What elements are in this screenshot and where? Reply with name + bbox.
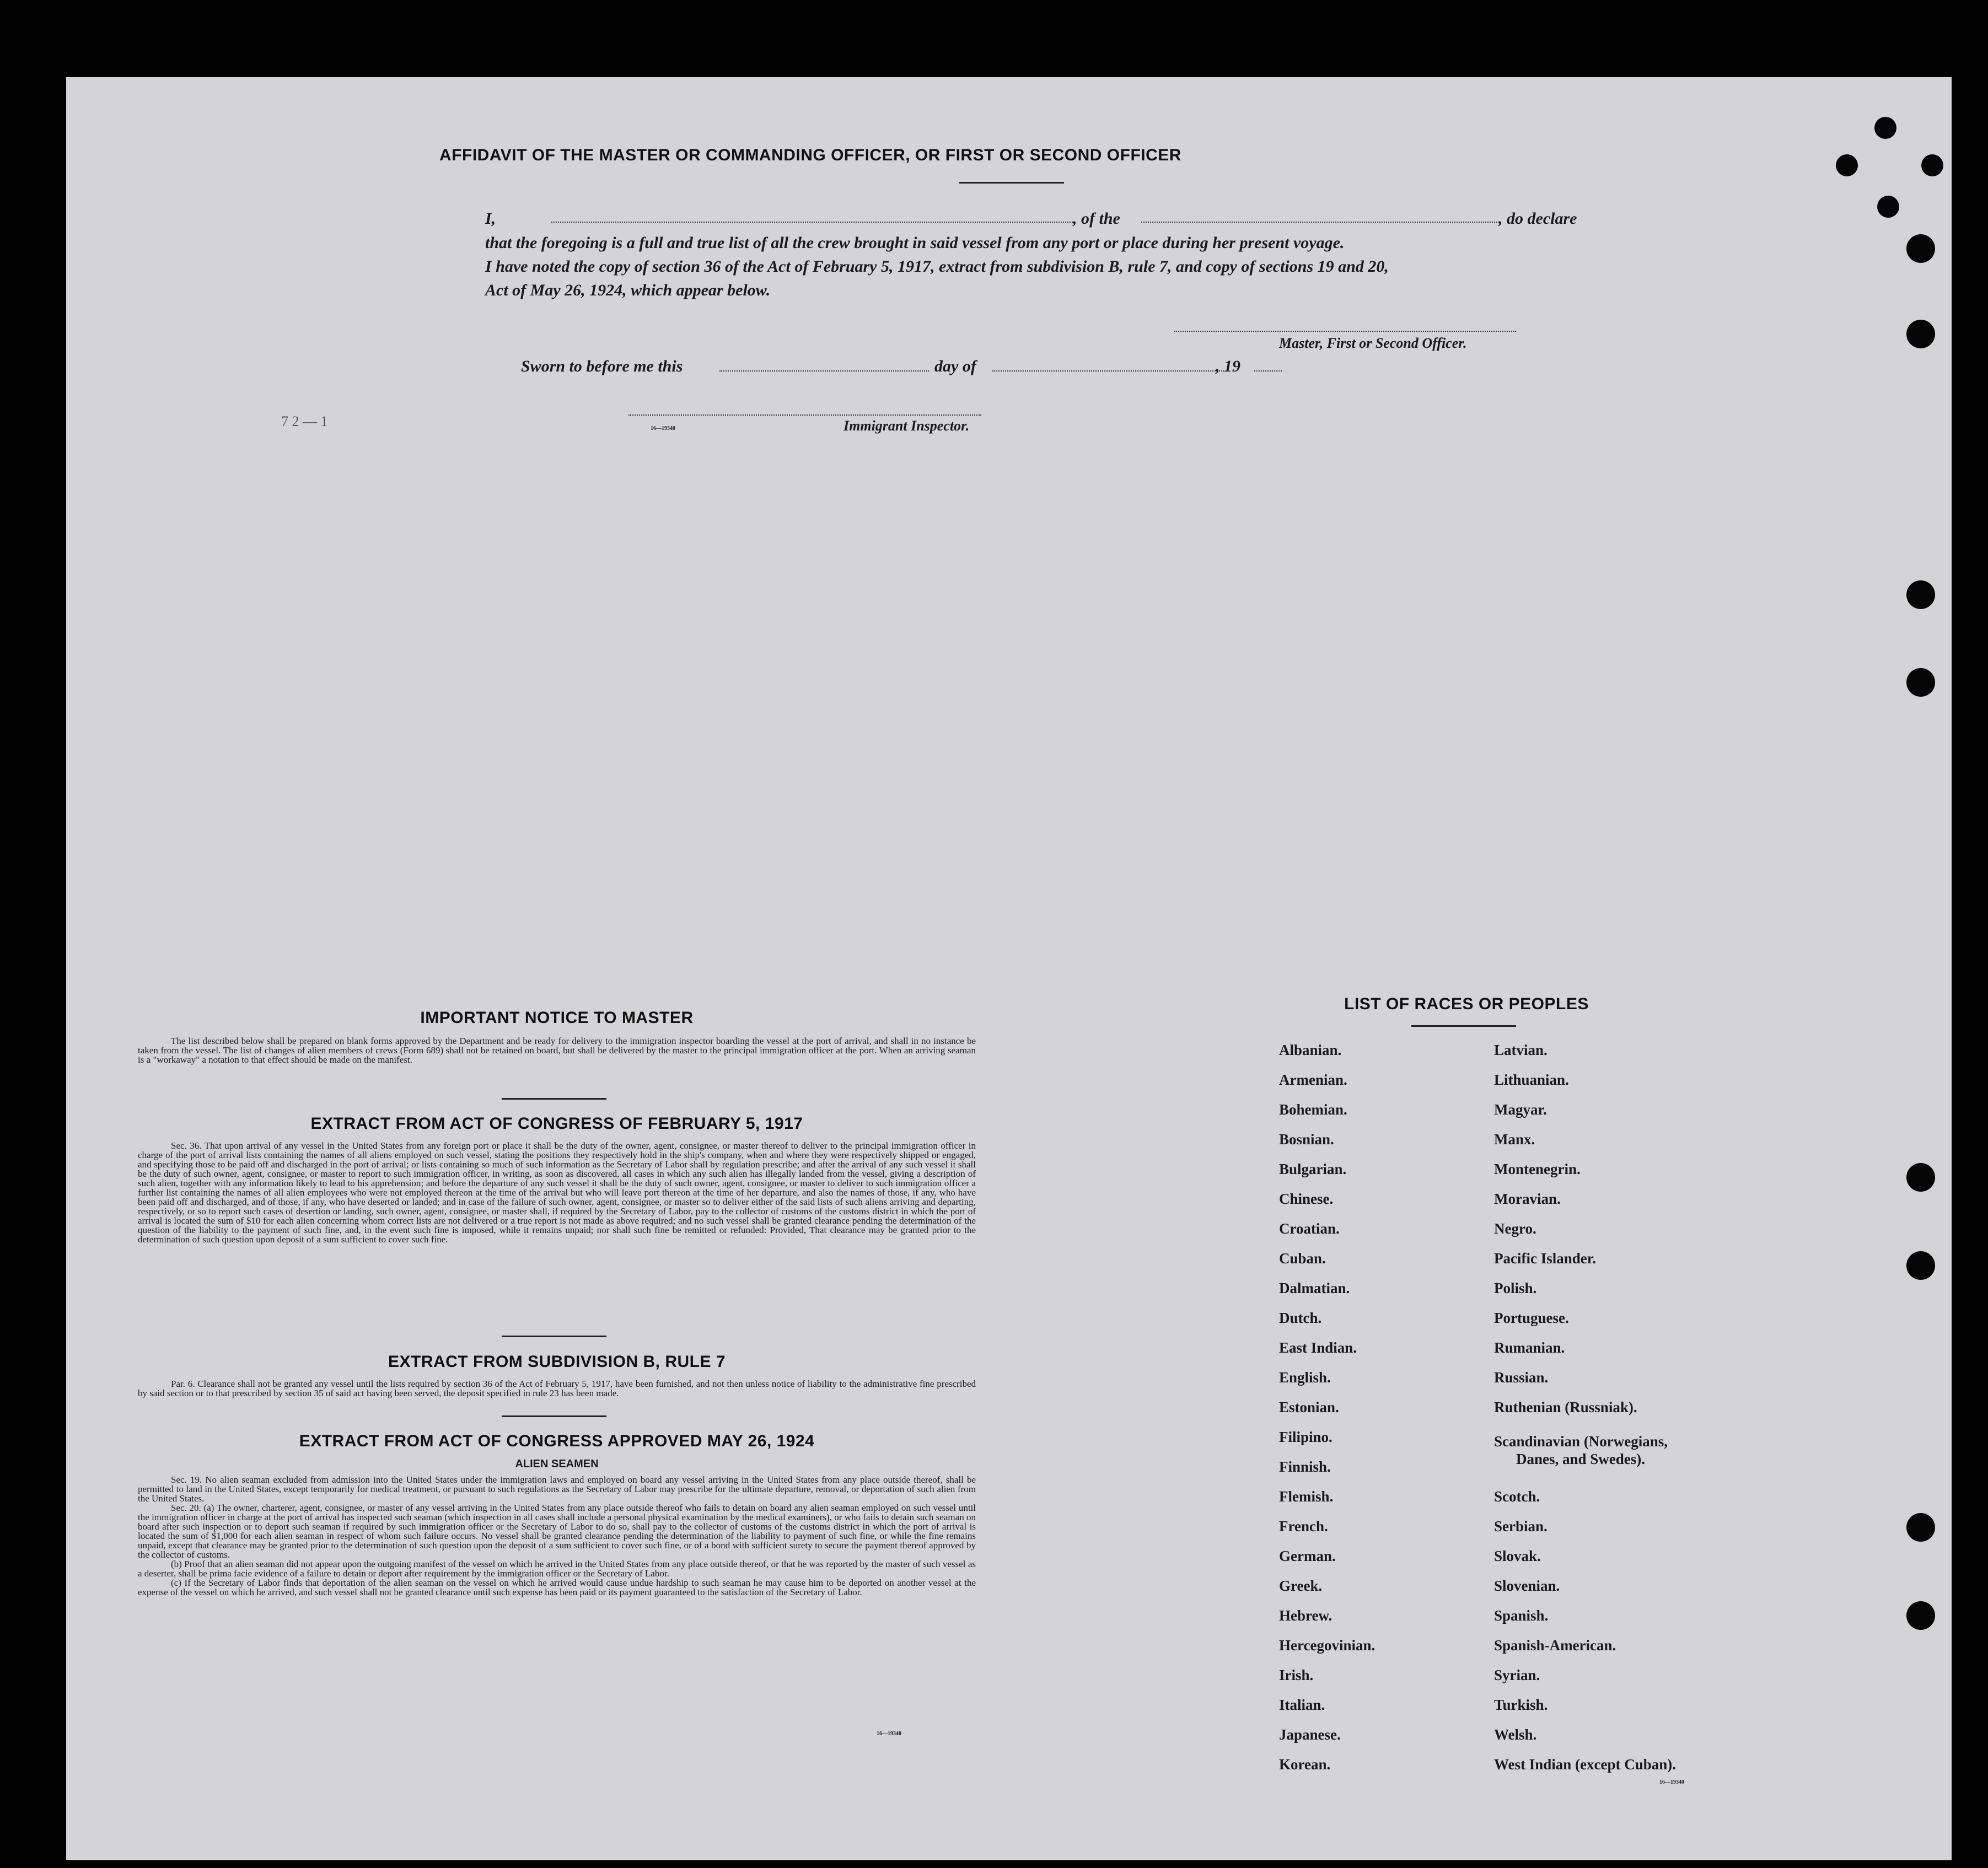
rule7-title: EXTRACT FROM SUBDIVISION B, RULE 7 — [388, 1353, 726, 1371]
race-item: Danes, and Swedes). — [1516, 1451, 1646, 1467]
extract-1924-title: EXTRACT FROM ACT OF CONGRESS APPROVED MAY 26, 1924 — [299, 1432, 815, 1450]
extract-1924-text — [138, 1475, 976, 1597]
race-item: East Indian. — [1279, 1339, 1357, 1356]
race-item: Portuguese. — [1494, 1310, 1569, 1326]
race-item: Manx. — [1494, 1131, 1535, 1148]
punch-hole — [1874, 117, 1896, 139]
year-blank[interactable] — [1254, 370, 1282, 372]
race-item: Albanian. — [1279, 1042, 1342, 1058]
race-item: Dutch. — [1279, 1310, 1322, 1326]
notice-text — [138, 1036, 976, 1064]
punch-hole — [1906, 1513, 1935, 1542]
race-item: Scotch. — [1494, 1488, 1540, 1505]
extract-1917-title: EXTRACT FROM ACT OF CONGRESS OF FEBRUARY 5, 1917 — [310, 1115, 803, 1133]
race-item: Chinese. — [1279, 1191, 1334, 1207]
rule7-divider — [502, 1415, 606, 1417]
race-item: Flemish. — [1279, 1488, 1334, 1505]
race-item: Turkish. — [1494, 1697, 1548, 1713]
race-item: Italian. — [1279, 1697, 1325, 1713]
races-form-number: 16—19340 — [1659, 1779, 1684, 1785]
vessel-blank[interactable] — [1141, 222, 1500, 223]
name-blank[interactable] — [551, 222, 1075, 223]
notice-paragraph: The list described below shall be prepared on blank forms approved by the Department and be ready for delivery to the immigration inspector boarding the vessel at the port of arrival, and shall in no instance be taken from the vessel. The list of changes of alien members of crews (Form 689) shall not be retained on board, but shall be delivered by the master to the principal immigration officer at the port. When an arriving seaman is a "workaway" a notation to that effect should be made on the manifest. — [138, 1036, 976, 1065]
sworn-month-blank[interactable] — [992, 370, 1224, 372]
extract-1917-divider — [502, 1336, 606, 1337]
punch-hole — [1906, 1251, 1935, 1280]
alien-seamen-subtitle: ALIEN SEAMEN — [515, 1458, 599, 1470]
race-item: Korean. — [1279, 1756, 1331, 1773]
race-item: Magyar. — [1494, 1101, 1547, 1118]
sworn-day-blank[interactable] — [719, 370, 929, 372]
race-item: Spanish. — [1494, 1607, 1549, 1624]
notice-divider — [502, 1098, 606, 1100]
punch-hole — [1836, 154, 1858, 176]
races-underline — [1411, 1025, 1516, 1027]
par-6-paragraph: Par. 6. Clearance shall not be granted any vessel until the lists required by section 36 of the Act of February 5, 1917, have been furnished, and not then unless notice of liability to the administrative fine prescribed by said section or to that prescribed by section 35 of said act having been served, the deposit specified in rule 23 has been made. — [138, 1379, 976, 1398]
race-item: Ruthenian (Russniak). — [1494, 1399, 1637, 1415]
race-item: Welsh. — [1494, 1726, 1537, 1743]
punch-hole — [1906, 1163, 1935, 1192]
race-item: Cuban. — [1279, 1250, 1326, 1267]
race-item: Serbian. — [1494, 1518, 1548, 1535]
race-item: English. — [1279, 1369, 1331, 1386]
section-36-paragraph: Sec. 36. That upon arrival of any vessel in the United States from any foreign port or place it shall be the duty of the owner, agent, consignee, or master thereof to deliver to the principal immigration officer in charge of the port of arrival lists containing the names of all aliens employed on such vessel, stating the positions they respectively hold in the ship's company, when and where they were respectively shipped or engaged, and specifying those to be paid off and discharged in the port of arrival; or lists containing so much of such information as the Secretary of Labor shall by regulation prescribe; and after the arrival of any such vessel it shall be the duty of such owner, agent, consignee, or master to report to such immigration officer, in writing, as soon as discovered, all cases in which any such alien has illegally landed from the vessel, giving a description of such alien, together with any information likely to lead to his apprehension; and before the departure of any such vessel it shall be the duty of such owner, agent, consignee, or master to deliver to such immigration officer a further list containing the names of all alien employees who were not employed thereon at the time of the arrival but who will leave port thereon at the time of her departure, and also the names of those, if any, who have been paid off and discharged, and of those, if any, who have deserted or landed; and in case of the failure of such owner, agent, consignee, or master so to deliver either of the said lists of such aliens arriving and departing, respectively, or so to report such cases of desertion or landing, such owner, agent, consignee, or master shall, if required by the Secretary of Labor, pay to the collector of customs of the customs district in which the port of arrival is located the sum of $10 for each alien concerning whom correct lists are not delivered or a true report is not made as above required; and no such vessel shall be granted clearance pending the determination of the question of the liability to the payment of such fine, and, in the event such fine is imposed, while it remains unpaid; nor shall such fine be remitted or refunded: Provided, That clearance may be granted prior to the determination of such question upon deposit of a sum sufficient to cover such fine. — [138, 1140, 976, 1245]
race-item: Russian. — [1494, 1369, 1549, 1386]
race-item: Spanish-American. — [1494, 1637, 1616, 1654]
race-item: Rumanian. — [1494, 1339, 1565, 1356]
race-item: Armenian. — [1279, 1072, 1347, 1088]
section-20c-paragraph: (c) If the Secretary of Labor finds that deportation of the alien seaman on the vessel on which he arrived would cause undue hardship to such seaman he may cause him to be deported on another vessel at the expense of the vessel on which he arrived, and such vessel shall not be granted clearance until such expense has been paid or its payment guaranteed to the satisfaction of the Secretary of Labor. — [138, 1578, 976, 1597]
punch-hole — [1906, 320, 1935, 348]
race-item: Moravian. — [1494, 1191, 1561, 1207]
year-label: , 19 — [1216, 357, 1240, 375]
officer-label: Master, First or Second Officer. — [1279, 335, 1467, 351]
notice-title: IMPORTANT NOTICE TO MASTER — [420, 1009, 694, 1027]
extract-form-number: 16—19340 — [877, 1731, 901, 1737]
affidavit-form-number: 16—19340 — [651, 426, 675, 432]
race-item: Japanese. — [1279, 1726, 1341, 1743]
punch-hole — [1921, 154, 1943, 176]
affidavit-line-1: that the foregoing is a full and true list of all the crew brought in said vessel from any port or place during her present voyage. — [485, 234, 1345, 252]
sworn-label: Sworn to before me this — [521, 357, 683, 375]
race-item: Greek. — [1279, 1578, 1323, 1594]
race-item: Lithuanian. — [1494, 1072, 1569, 1088]
title-underline — [959, 182, 1064, 184]
race-item: Hebrew. — [1279, 1607, 1333, 1624]
race-item: Syrian. — [1494, 1667, 1540, 1683]
rule7-text — [138, 1379, 976, 1398]
race-item: Filipino. — [1279, 1429, 1333, 1445]
race-item: Slovenian. — [1494, 1578, 1560, 1594]
race-item: Montenegrin. — [1494, 1161, 1581, 1177]
race-item: Finnish. — [1279, 1458, 1331, 1475]
section-19-paragraph: Sec. 19. No alien seaman excluded from admission into the United States under the immigration laws and employed on board any vessel arriving in the United States from any place outside thereof, shall be permitted to land in the United States, except temporarily for medical treatment, or pursuant to such regulations as the Secretary of Labor may prescribe for the ultimate departure, removal, or deportation of such alien from the United States. — [138, 1474, 976, 1504]
race-item: Hercegovinian. — [1279, 1637, 1376, 1654]
punch-hole — [1877, 196, 1899, 218]
document-page — [66, 77, 1952, 1860]
race-item: Pacific Islander. — [1494, 1250, 1596, 1267]
section-20b-paragraph: (b) Proof that an alien seaman did not appear upon the outgoing manifest of the vessel on which he arrived in the United States from any place outside thereof, or that he was reported by the master of such vessel as a deserter, shall be prima facie evidence of a failure to detain or deport after requirement by the immigration officer or the Secretary of Labor. — [138, 1559, 976, 1579]
punch-hole — [1906, 580, 1935, 609]
punch-hole — [1906, 234, 1935, 263]
affidavit-line-3: Act of May 26, 1924, which appear below. — [485, 281, 771, 299]
section-20a-paragraph: Sec. 20. (a) The owner, charterer, agent, consignee, or master of any vessel arriving in the United States from any place outside thereof who fails to detain on board any alien seaman employed on such vessel until the immigration officer in charge at the port of arrival has inspected such seaman (which inspection in all cases shall include a personal physical examination by the medical examiners), or who fails to detain such seaman on board after such inspection or to deport such seaman if required by such immigration officer or the Secretary of Labor to do so, shall pay to the collector of customs of the customs district in which the port of arrival is located the sum of $1,000 for each alien seaman in respect of whom such failure occurs. No vessel shall be granted clearance pending the determination of the liability to payment of such fine, or while the fine remains unpaid, except that clearance may be granted prior to the determination of such question upon the deposit of a sum sufficient to cover such fine, or of a bond with sufficient surety to secure the payment thereof approved by the collector of customs. — [138, 1503, 976, 1560]
affidavit-do-declare: , do declare — [1498, 209, 1577, 228]
race-item: Negro. — [1494, 1220, 1536, 1237]
affidavit-i-label: I, — [485, 209, 496, 228]
race-item: Slovak. — [1494, 1548, 1541, 1564]
race-item: Scandinavian (Norwegians, — [1494, 1433, 1668, 1450]
race-item: Estonian. — [1279, 1399, 1339, 1415]
race-item: Bulgarian. — [1279, 1161, 1347, 1177]
race-item: Polish. — [1494, 1280, 1537, 1296]
affidavit-of-the-label: , of the — [1073, 209, 1120, 228]
races-title: LIST OF RACES OR PEOPLES — [1344, 995, 1589, 1013]
race-item: Bohemian. — [1279, 1101, 1347, 1118]
handwritten-marginalia: 7 2 — 1 — [281, 413, 328, 429]
race-item: Bosnian. — [1279, 1131, 1334, 1148]
race-item: Croatian. — [1279, 1220, 1340, 1237]
affidavit-line-2: I have noted the copy of section 36 of the Act of February 5, 1917, extract from subdivision B, rule 7, and copy of sections 19 and 20, — [485, 257, 1389, 276]
punch-hole — [1906, 668, 1935, 697]
race-item: Dalmatian. — [1279, 1280, 1350, 1296]
race-item: Latvian. — [1494, 1042, 1548, 1058]
inspector-signature-line[interactable] — [628, 414, 981, 416]
race-item: Irish. — [1279, 1667, 1314, 1683]
officer-signature-line[interactable] — [1174, 331, 1516, 332]
affidavit-title: AFFIDAVIT OF THE MASTER OR COMMANDING OFFICER, OR FIRST OR SECOND OFFICER — [439, 146, 1181, 164]
race-item: West Indian (except Cuban). — [1494, 1756, 1677, 1773]
race-item: French. — [1279, 1518, 1328, 1535]
punch-hole — [1906, 1601, 1935, 1630]
race-item: German. — [1279, 1548, 1336, 1564]
extract-1917-text — [138, 1141, 976, 1244]
day-of-label: day of — [934, 357, 976, 375]
inspector-label: Immigrant Inspector. — [843, 418, 970, 434]
